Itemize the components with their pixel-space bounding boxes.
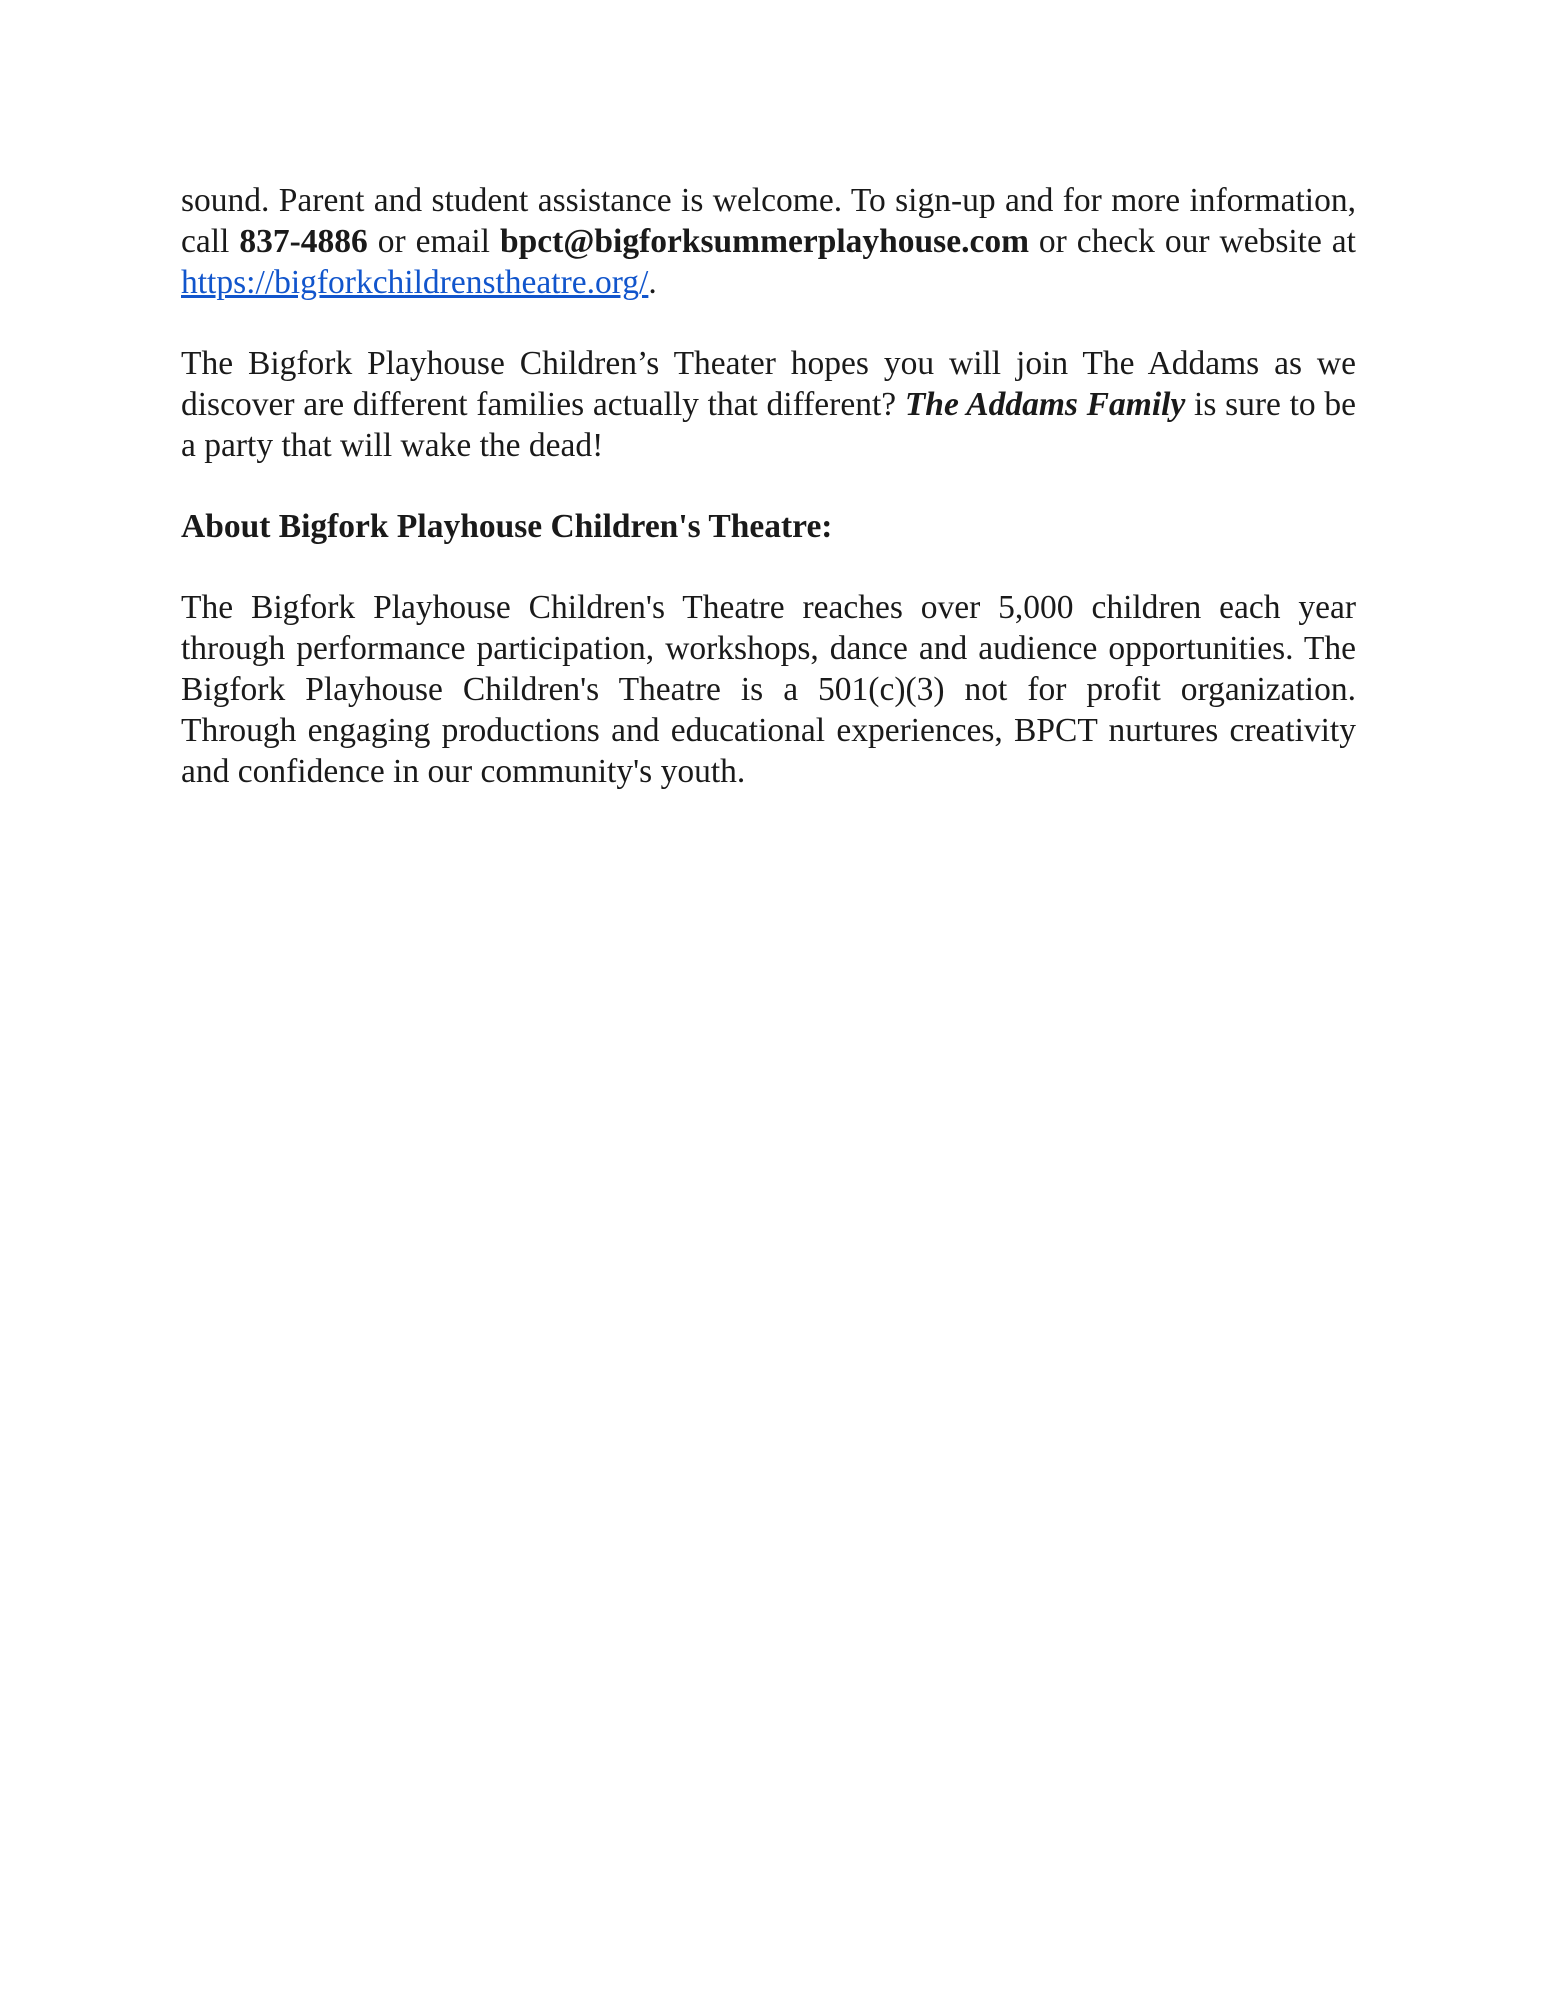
about-paragraph: The Bigfork Playhouse Children's Theatre reaches over 5,000 children each year through performance participation, workshops, dance and audience opportunities. The Bigfork Playhouse Children's Theatre is a 501(c)(3) not for profit organization. Through engaging productions and educational experiences, BPCT nurtures creativity and confidence in our community's youth. [181, 589, 1356, 790]
contact-email: bpct@bigforksummerplayhouse.com [499, 223, 1029, 260]
signup-text-c: or check our website at [1028, 223, 1356, 260]
document-body [181, 180, 1356, 832]
signup-text-b: or email [367, 223, 500, 260]
invitation-paragraph [181, 343, 1356, 466]
about-heading: About Bigfork Playhouse Children's Theatre: [181, 508, 833, 545]
signup-text-d: . [648, 264, 657, 301]
signup-paragraph [181, 180, 1356, 303]
phone-number: 837-4886 [239, 223, 368, 260]
signup-text-a: sound. Parent and student assistance is welcome. To sign-up and for more information, call [181, 182, 1356, 260]
invitation-text-b: is sure to be a party that will wake the dead! [181, 386, 1356, 464]
website-link[interactable]: https://bigforkchildrenstheatre.org/ [181, 264, 649, 301]
show-title: The Addams Family [904, 386, 1186, 423]
invitation-text-a: The Bigfork Playhouse Children’s Theater hopes you will join The Addams as we discover are different families actually that different? [181, 345, 1356, 423]
